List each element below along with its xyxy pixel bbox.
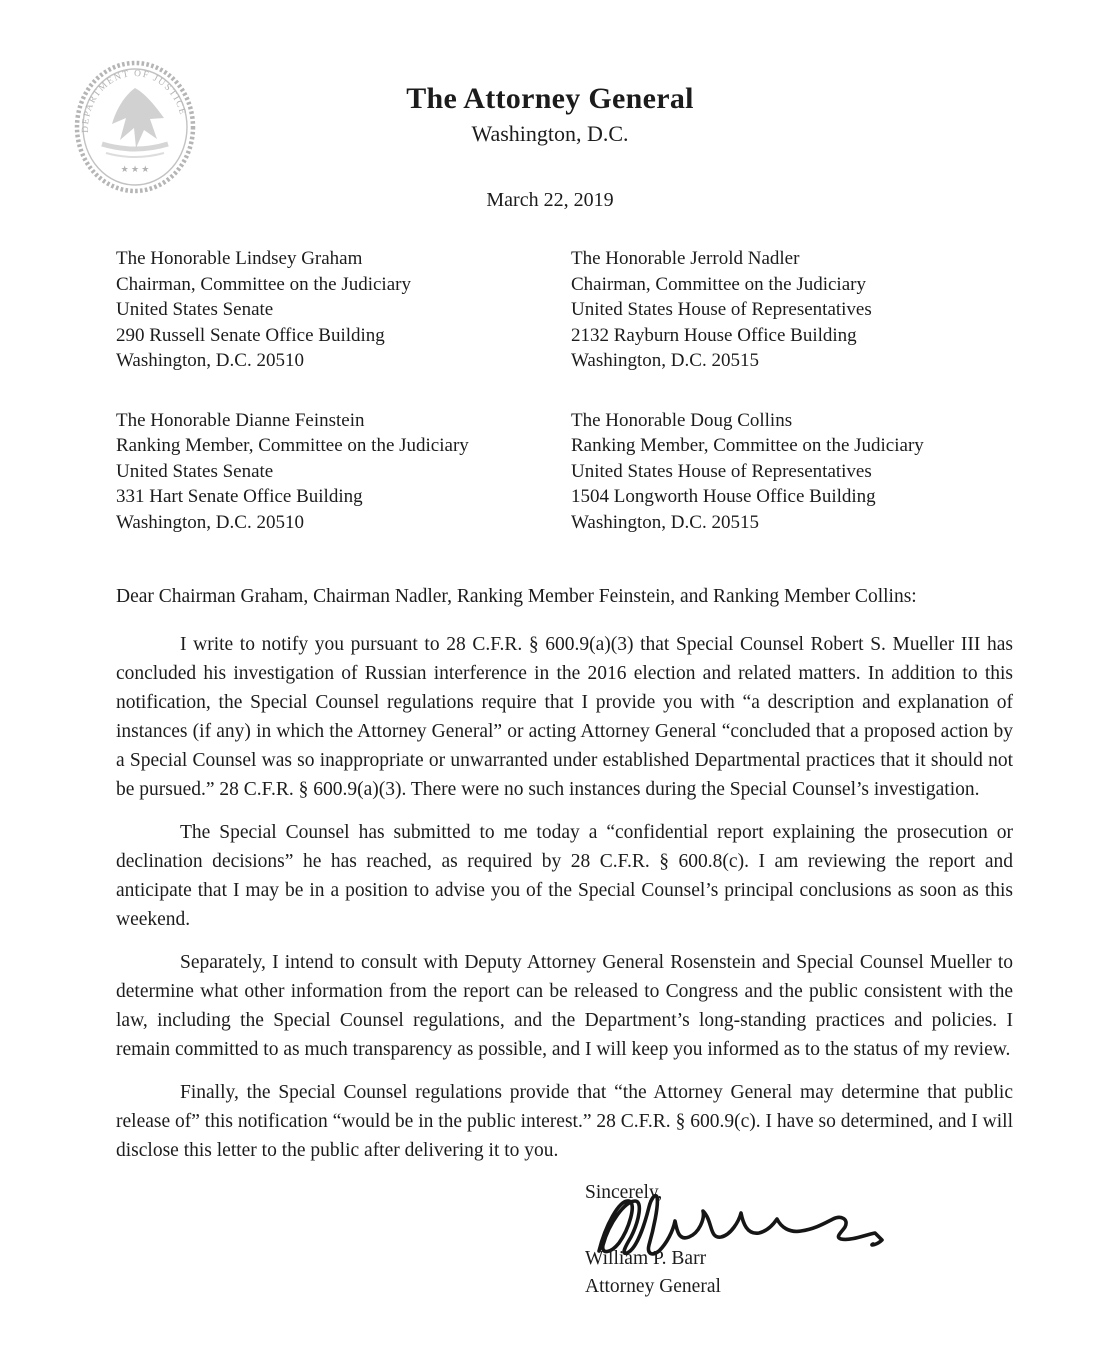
addr-line: Chairman, Committee on the Judiciary	[116, 273, 411, 295]
body-paragraph-4: Finally, the Special Counsel regulations provide that “the Attorney General may determine that public release of” this notification “would be in the public interest.” 28 C.F.R. § 600.9(c). I have so determined, and I will disclose this letter to the public after delivering it to you.	[116, 1082, 1013, 1161]
addr-line: Washington, D.C. 20510	[116, 511, 304, 533]
letterhead-subtitle: Washington, D.C.	[471, 121, 629, 146]
signature-image	[585, 1187, 1100, 1245]
addr-line: United States House of Representatives	[571, 299, 872, 320]
addr-line: Washington, D.C. 20510	[116, 350, 304, 371]
addr-line: 290 Russell Senate Office Building	[116, 324, 385, 346]
doj-seal-icon	[72, 58, 198, 196]
seal-ring-text: DEPARTMENT OF JUSTICE	[80, 68, 188, 133]
letter-date: March 22, 2019	[486, 189, 614, 211]
addr-line: Washington, D.C. 20515	[571, 350, 759, 371]
recipient-block-feinstein	[116, 408, 571, 536]
addr-line: 331 Hart Senate Office Building	[116, 486, 363, 507]
body-paragraph-2: The Special Counsel has submitted to me today a “confidential report explaining the prosecution or declination decisions” he has reached, as required by 28 C.F.R. § 600.8(c). I am reviewing the report and anticipate that I may be in a position to advise you of the Special Counsel’s principal conclusions as soon as this weekend.	[116, 822, 1013, 930]
seal-eagle	[112, 88, 164, 148]
addr-line: United States House of Representatives	[571, 460, 872, 482]
signer-name: William P. Barr	[585, 1248, 707, 1269]
letter-body	[116, 630, 1013, 1165]
addr-line: The Honorable Lindsey Graham	[116, 248, 363, 269]
addr-line: Ranking Member, Committee on the Judiciary	[116, 435, 469, 456]
closing-block	[585, 1179, 1100, 1301]
seal-stars: ★ ★ ★	[120, 164, 150, 174]
recipient-block-collins	[571, 408, 1021, 536]
addr-line: Ranking Member, Committee on the Judiciary	[571, 435, 924, 456]
recipient-blocks	[116, 246, 1021, 535]
addr-line: Washington, D.C. 20515	[571, 511, 759, 533]
body-paragraph-3: Separately, I intend to consult with Deputy Attorney General Rosenstein and Special Counsel Mueller to determine what other information from the report can be released to Congress and the public consistent with the law, including the Special Counsel regulations, and the Department’s long-standing practices and policies. I remain committed to as much transparency as possible, and I will keep you informed as to the status of my review.	[116, 952, 1013, 1060]
addr-line: 1504 Longworth House Office Building	[571, 486, 876, 507]
signer-title: Attorney General	[585, 1276, 721, 1297]
valediction: Sincerely,	[585, 1182, 663, 1203]
addr-line: Chairman, Committee on the Judiciary	[571, 273, 866, 295]
recipient-block-graham	[116, 246, 571, 374]
salutation: Dear Chairman Graham, Chairman Nadler, Ranking Member Feinstein, and Ranking Member Collins:	[116, 586, 917, 607]
addr-line: The Honorable Doug Collins	[571, 409, 793, 431]
letterhead-title: The Attorney General	[406, 82, 694, 115]
addr-line: United States Senate	[116, 299, 274, 320]
addr-line: The Honorable Dianne Feinstein	[116, 409, 365, 431]
recipient-block-nadler	[571, 246, 1021, 374]
addr-line: 2132 Rayburn House Office Building	[571, 324, 857, 346]
addr-line: The Honorable Jerrold Nadler	[571, 248, 800, 269]
addr-line: United States Senate	[116, 460, 274, 482]
body-paragraph-1: I write to notify you pursuant to 28 C.F.R. § 600.9(a)(3) that Special Counsel Robert S. Mueller III has concluded his investigation of Russian interference in the 2016 election and related matters. In addition to this notification, the Special Counsel regulations require that I provide you with “a description and explanation of instances (if any) in which the Attorney General” or acting Attorney General “concluded that a proposed action by a Special Counsel was so inappropriate or unwarranted under established Departmental practices that it should not be pursued.” 28 C.F.R. § 600.9(a)(3). There were no such instances during the Special Counsel’s investigation.	[116, 634, 1013, 800]
